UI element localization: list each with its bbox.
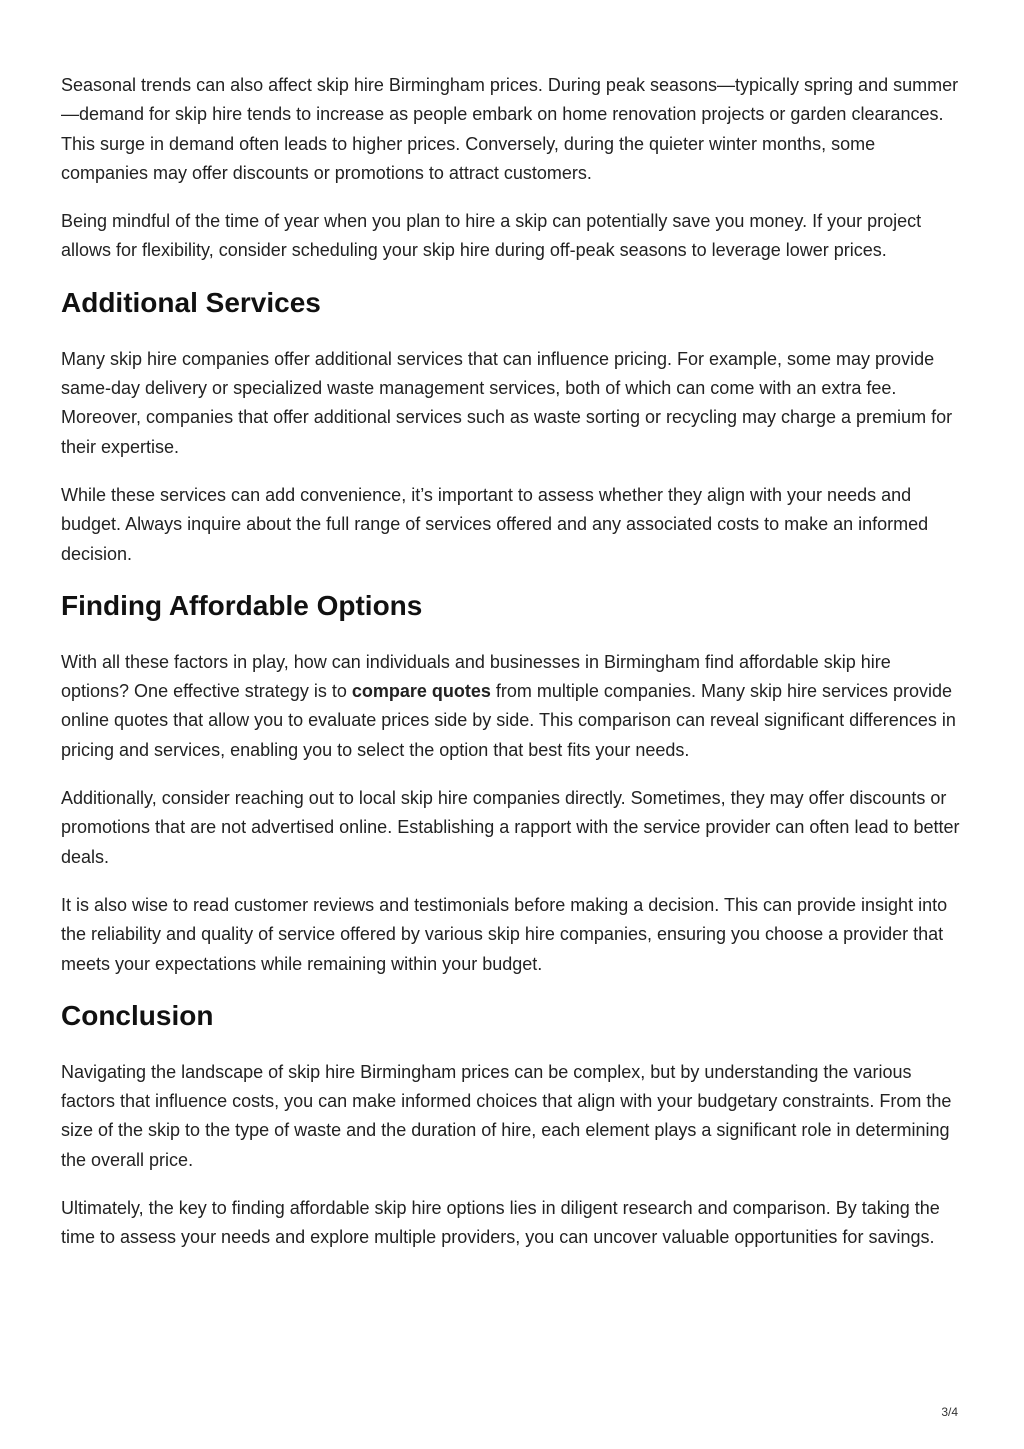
compare-quotes-emphasis: compare quotes <box>351 681 491 702</box>
seasonal-paragraph-1: Seasonal trends can also affect skip hire Birmingham prices. During peak seasons—typically spring and summer—demand for skip hire tends to increase as people embark on home renovation projects or garden clearances. This surge in demand often leads to higher prices. Conversely, during the quieter winter months, some companies may offer discounts or promotions to attract customers. <box>61 75 959 183</box>
conclusion-heading: Conclusion <box>61 999 214 1031</box>
conclusion-paragraph-2: Ultimately, the key to finding affordable skip hire options lies in diligent research and comparison. By taking the time to assess your needs and explore multiple providers, you can uncover valuable opportunities for savings. <box>61 1198 940 1248</box>
additional-services-heading: Additional Services <box>61 286 321 318</box>
finding-options-paragraph-2: Additionally, consider reaching out to local skip hire companies directly. Sometimes, they may offer discounts or promotions that are not advertised online. Establishing a rapport with the service provider can often lead to better deals. <box>61 788 960 867</box>
page-number: 3/4 <box>941 1405 958 1419</box>
finding-options-text-before: With all these factors in play, how can individuals and businesses in Birmingham find affordable skip hire options? One effective strategy is to <box>61 651 891 702</box>
additional-services-paragraph-1: Many skip hire companies offer additional services that can influence pricing. For example, some may provide same-day delivery or specialized waste management services, both of which can come with an extra fee. Moreover, companies that offer additional services such as waste sorting or recycling may charge a premium for their expertise. <box>61 348 953 457</box>
additional-services-paragraph-2: While these services can add convenience, it’s important to assess whether they align with your needs and budget. Always inquire about the full range of services offered and any associated costs to make an informed decision. <box>61 484 929 564</box>
seasonal-paragraph-2: Being mindful of the time of year when you plan to hire a skip can potentially save you money. If your project allows for flexibility, consider scheduling your skip hire during off-peak seasons to leverage lower prices. <box>61 211 922 261</box>
document-page <box>61 71 961 1272</box>
finding-options-text-after: from multiple companies. Many skip hire services provide online quotes that allow you to evaluate prices side by side. This comparison can reveal significant differences in pricing and services, enabling you to select the option that best fits your needs. <box>61 681 956 760</box>
finding-options-paragraph-3: It is also wise to read customer reviews and testimonials before making a decision. This can provide insight into the reliability and quality of service offered by various skip hire companies, ensuring you choose a provider that meets your expectations while remaining within your budget. <box>61 894 948 974</box>
conclusion-paragraph-1: Navigating the landscape of skip hire Birmingham prices can be complex, but by understanding the various factors that influence costs, you can make informed choices that align with your budgetary constraints. From the size of the skip to the type of waste and the duration of hire, each element plays a significant role in determining the overall price. <box>61 1061 952 1170</box>
finding-affordable-options-heading: Finding Affordable Options <box>61 589 423 621</box>
finding-options-paragraph-1 <box>61 648 961 765</box>
